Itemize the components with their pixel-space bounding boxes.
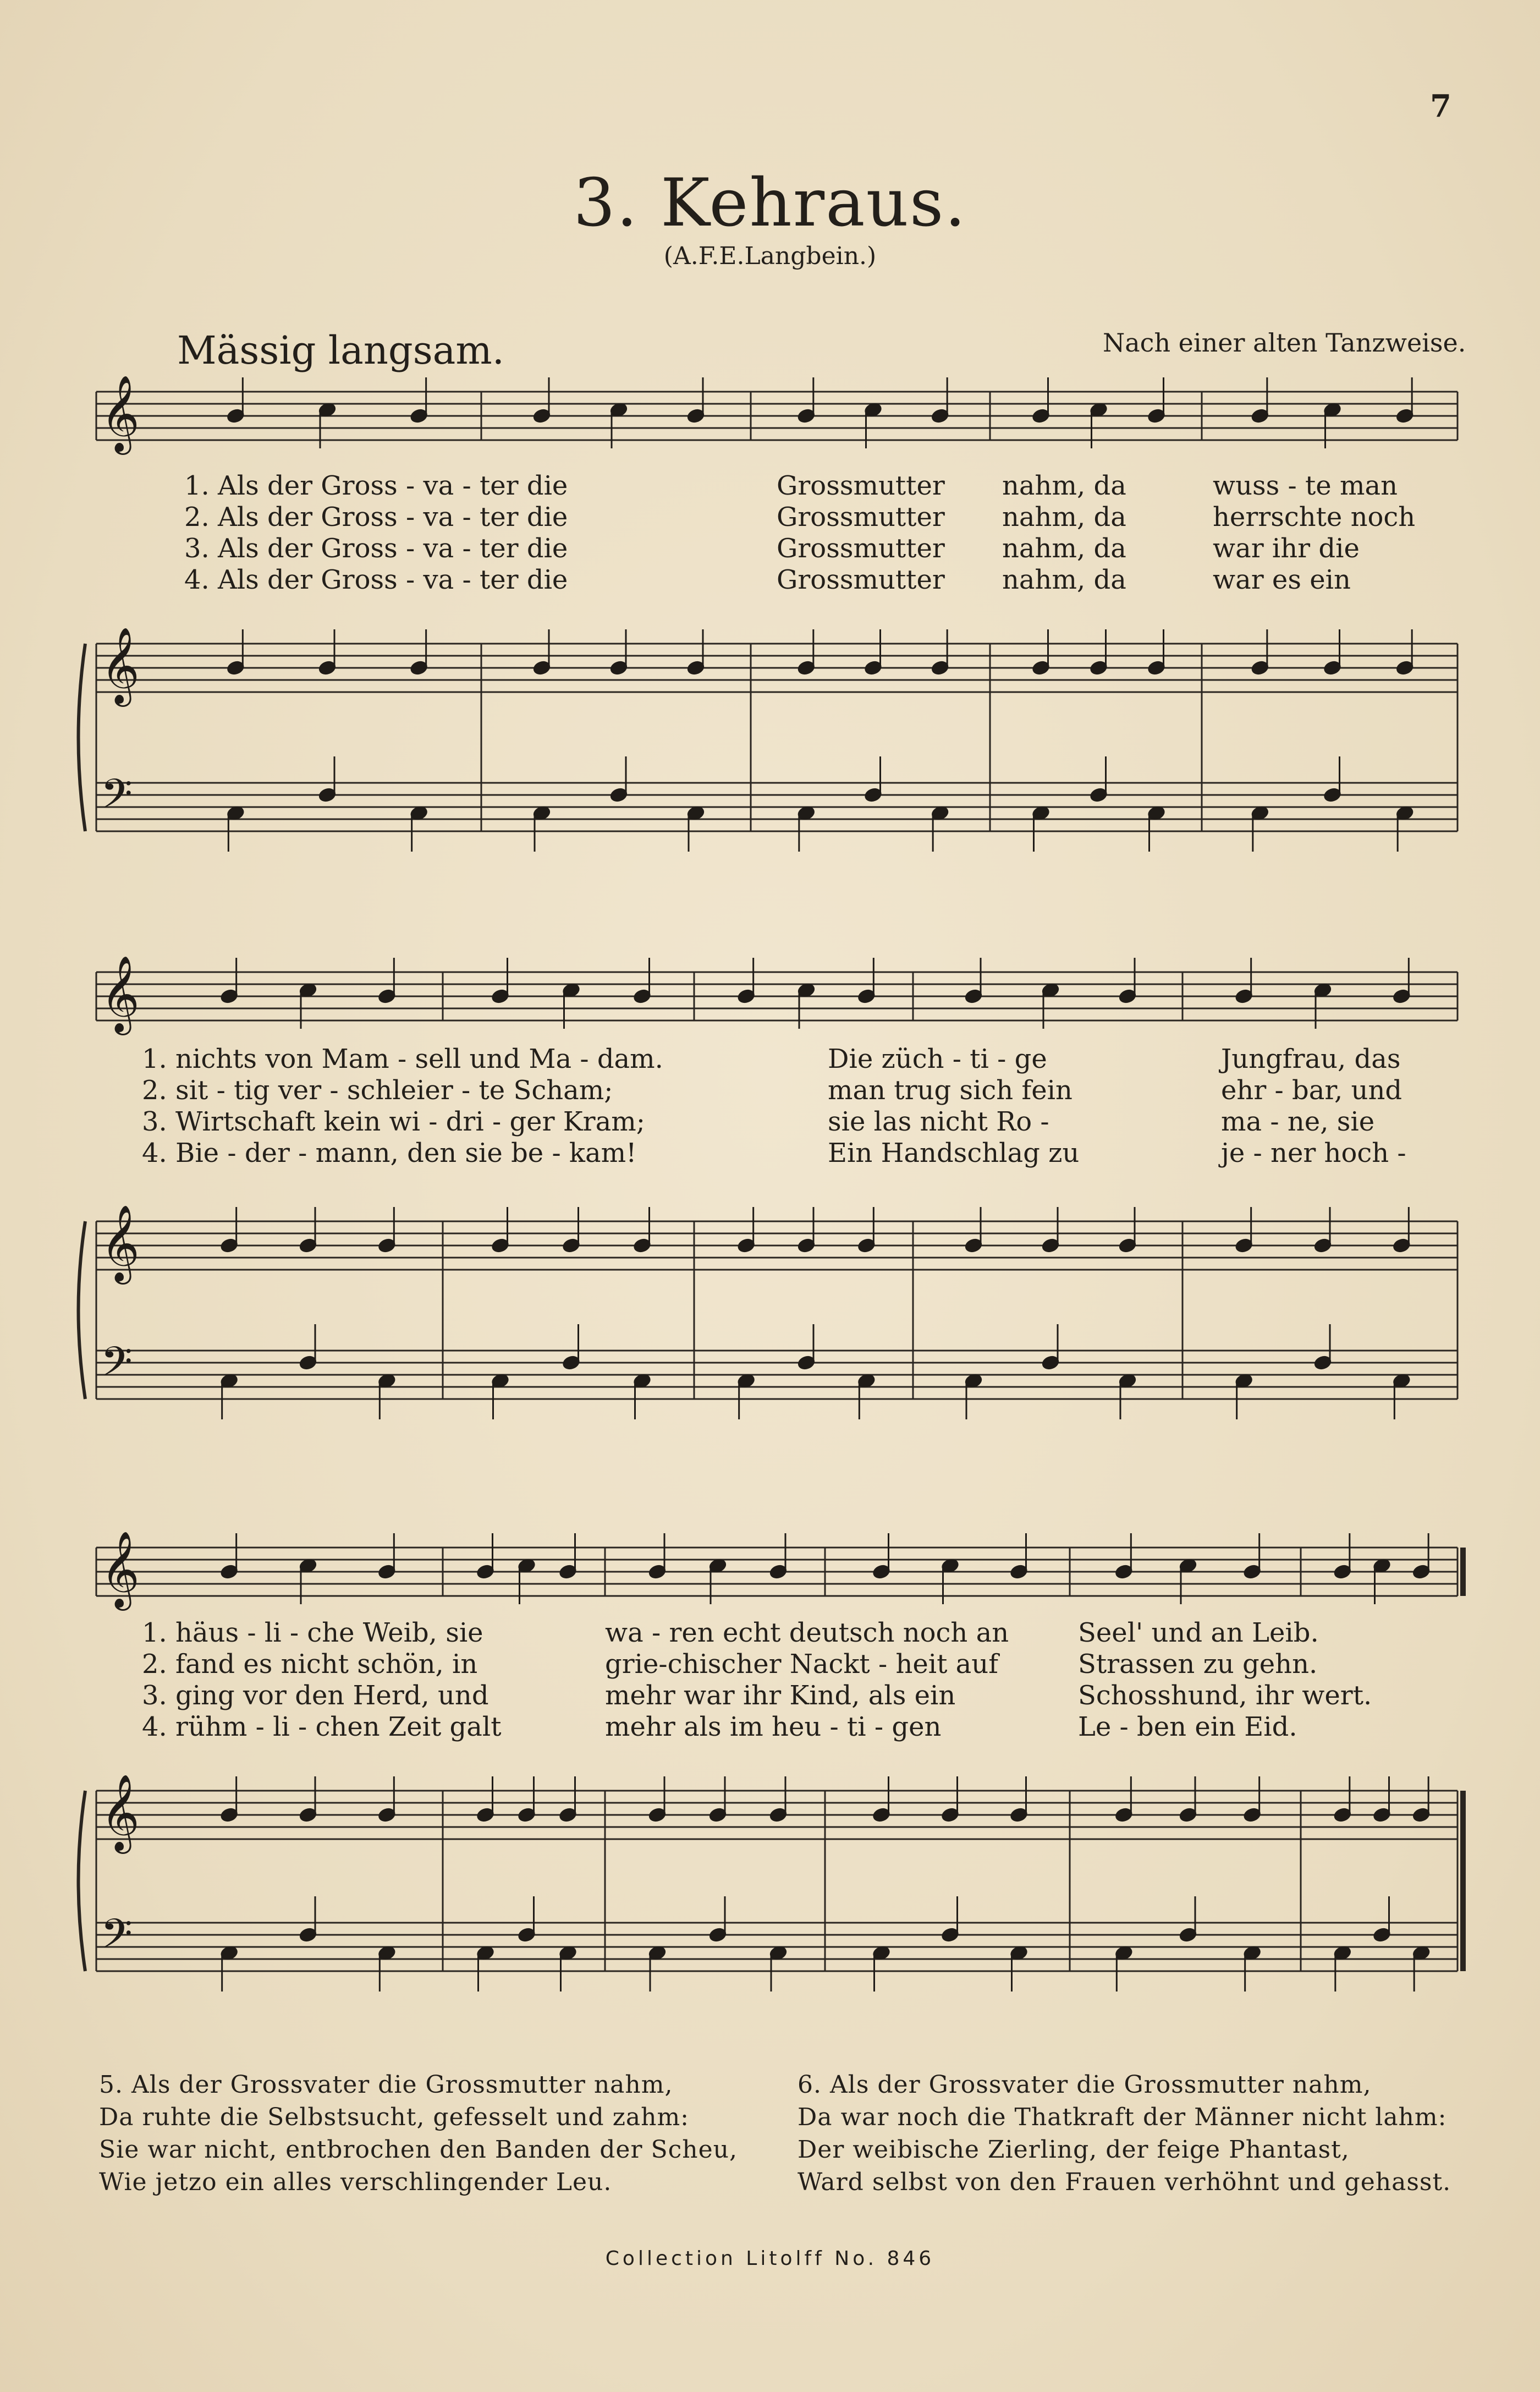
- note: [708, 1557, 728, 1604]
- note: [532, 377, 552, 424]
- note: [856, 1207, 876, 1254]
- note: [1323, 402, 1343, 448]
- note: [1118, 958, 1137, 1005]
- song-title: 3. Kehraus.: [573, 165, 967, 242]
- note: [317, 629, 337, 676]
- bass-clef-icon: 𝄢: [101, 1910, 133, 1968]
- note: [941, 1557, 960, 1604]
- note: [491, 1373, 510, 1419]
- note: [1333, 1945, 1352, 1991]
- note: [298, 1324, 318, 1371]
- note: [1178, 1896, 1198, 1943]
- note: [708, 1776, 728, 1823]
- note: [377, 1776, 397, 1823]
- note: [298, 982, 318, 1029]
- melody-source-note: Nach einer alten Tanzweise.: [1103, 328, 1466, 358]
- note: [1242, 1533, 1262, 1580]
- note: [796, 805, 816, 852]
- note: [226, 377, 245, 424]
- note: [1333, 1776, 1352, 1823]
- note: [647, 1945, 667, 1991]
- note: [941, 1776, 960, 1823]
- note: [768, 1945, 788, 1991]
- note: [1147, 377, 1167, 424]
- note: [1313, 1324, 1333, 1371]
- note: [532, 805, 552, 852]
- note: [517, 1557, 537, 1604]
- note: [856, 958, 876, 1005]
- note: [1089, 756, 1109, 803]
- note: [517, 1776, 537, 1823]
- note: [1395, 629, 1415, 676]
- note: [1323, 756, 1343, 803]
- note: [298, 1557, 318, 1604]
- note: [1250, 805, 1270, 852]
- note: [517, 1896, 537, 1943]
- note: [768, 1533, 788, 1580]
- lyricist-credit: (A.F.E.Langbein.): [663, 242, 877, 270]
- note: [1395, 377, 1415, 424]
- note: [632, 958, 652, 1005]
- note: [1041, 1207, 1060, 1254]
- note: [1147, 805, 1167, 852]
- note: [491, 1207, 510, 1254]
- note: [476, 1945, 496, 1991]
- system3-lyrics-col3: Seel' und an Leib. Strassen zu gehn. Schosshund, ihr wert. Le - ben ein Eid.: [1078, 1617, 1372, 1742]
- treble-clef-icon: 𝄞: [101, 1205, 140, 1281]
- note: [1313, 982, 1333, 1029]
- note: [686, 629, 706, 676]
- note: [1411, 1776, 1431, 1823]
- note: [409, 629, 429, 676]
- note: [1372, 1896, 1392, 1943]
- note: [872, 1945, 892, 1991]
- note: [796, 982, 816, 1029]
- note: [409, 805, 429, 852]
- note: [1041, 1324, 1060, 1371]
- note: [1242, 1945, 1262, 1991]
- note: [941, 1896, 960, 1943]
- note: [796, 1324, 816, 1371]
- note: [872, 1776, 892, 1823]
- note: [872, 1533, 892, 1580]
- note: [562, 1207, 581, 1254]
- note: [491, 958, 510, 1005]
- note: [609, 629, 629, 676]
- note: [409, 377, 429, 424]
- treble-clef-icon: 𝄞: [101, 1774, 140, 1851]
- note: [796, 629, 816, 676]
- note: [226, 805, 245, 852]
- note: [226, 629, 245, 676]
- note: [1323, 629, 1343, 676]
- note: [930, 377, 950, 424]
- bass-clef-icon: 𝄢: [101, 1338, 133, 1396]
- note: [708, 1896, 728, 1943]
- note: [686, 377, 706, 424]
- system3-lyrics-col1: 1. häus - li - che Weib, sie 2. fand es nicht schön, in 3. ging vor den Herd, und 4. rühm - li - chen Zeit galt: [142, 1617, 502, 1742]
- note: [219, 958, 239, 1005]
- piano-left-staff-2: [96, 1351, 1458, 1399]
- note: [219, 1945, 239, 1991]
- note: [558, 1945, 578, 1991]
- note: [1242, 1776, 1262, 1823]
- note: [1118, 1373, 1137, 1419]
- note: [317, 756, 337, 803]
- note: [1009, 1945, 1029, 1991]
- note: [1009, 1533, 1029, 1580]
- note: [930, 629, 950, 676]
- page-number: 7: [1430, 88, 1451, 124]
- note: [562, 1324, 581, 1371]
- note: [864, 756, 883, 803]
- note: [1089, 629, 1109, 676]
- note: [219, 1207, 239, 1254]
- note: [1395, 805, 1415, 852]
- note: [1114, 1776, 1134, 1823]
- note: [1234, 1373, 1254, 1419]
- note: [1114, 1533, 1134, 1580]
- stanza-5: 5. Als der Grossvater die Grossmutter nahm, Da ruhte die Selbstsucht, gefesselt und zahm: Sie war nicht, entbrochen den Banden der Scheu, Wie jetzo ein alles verschlingender Leu.: [99, 2071, 738, 2196]
- system2-lyrics-col3: Jungfrau, das ehr - bar, und ma - ne, sie je - ner hoch -: [1221, 1044, 1406, 1168]
- note: [558, 1776, 578, 1823]
- note: [1089, 402, 1109, 448]
- note: [219, 1776, 239, 1823]
- note: [736, 958, 756, 1005]
- note: [647, 1776, 667, 1823]
- note: [476, 1533, 496, 1580]
- note: [686, 805, 706, 852]
- note: [298, 1896, 318, 1943]
- bass-clef-icon: 𝄢: [101, 770, 133, 828]
- brace: [79, 644, 86, 831]
- tempo-marking: Mässig langsam.: [177, 328, 504, 373]
- note: [864, 629, 883, 676]
- note: [1234, 1207, 1254, 1254]
- note: [736, 1207, 756, 1254]
- note: [377, 1207, 397, 1254]
- note: [768, 1776, 788, 1823]
- note: [632, 1373, 652, 1419]
- note: [558, 1533, 578, 1580]
- note: [1313, 1207, 1333, 1254]
- note: [1031, 805, 1051, 852]
- note: [964, 1207, 983, 1254]
- note: [796, 1207, 816, 1254]
- note: [609, 756, 629, 803]
- note: [377, 958, 397, 1005]
- note: [1392, 958, 1411, 1005]
- note: [532, 629, 552, 676]
- system1-lyrics-col4: wuss - te man herrschte noch war ihr die war es ein: [1213, 470, 1416, 595]
- note: [632, 1207, 652, 1254]
- note: [930, 805, 950, 852]
- note: [1392, 1207, 1411, 1254]
- note: [1031, 629, 1051, 676]
- note: [377, 1373, 397, 1419]
- note: [298, 1207, 318, 1254]
- note: [1392, 1373, 1411, 1419]
- note: [736, 1373, 756, 1419]
- note: [377, 1533, 397, 1580]
- note: [1333, 1533, 1352, 1580]
- system1-lyrics-col3: nahm, da nahm, da nahm, da nahm, da: [1002, 470, 1126, 595]
- stanza-6: 6. Als der Grossvater die Grossmutter nahm, Da war noch die Thatkraft der Männer nicht lahm: Der weibische Zierling, der feige Phantast, Ward selbst von den Frauen verhöhnt und gehasst.: [798, 2071, 1451, 2196]
- note: [1234, 958, 1254, 1005]
- note: [1147, 629, 1167, 676]
- note: [1372, 1776, 1392, 1823]
- note: [1250, 629, 1270, 676]
- note: [1031, 377, 1051, 424]
- note: [562, 982, 581, 1029]
- note: [219, 1533, 239, 1580]
- note: [964, 1373, 983, 1419]
- note: [1114, 1945, 1134, 1991]
- note: [796, 377, 816, 424]
- treble-clef-icon: 𝄞: [101, 375, 140, 452]
- treble-clef-icon: 𝄞: [101, 627, 140, 704]
- system1-lyrics-col1: 1. Als der Gross - va - ter die 2. Als der Gross - va - ter die 3. Als der Gross - va - ter die 4. Als der Gross - va - ter die: [184, 470, 568, 595]
- treble-clef-icon: 𝄞: [101, 956, 140, 1032]
- brace: [79, 1791, 86, 1971]
- note: [1372, 1557, 1392, 1604]
- note: [856, 1373, 876, 1419]
- treble-clef-icon: 𝄞: [101, 1531, 140, 1608]
- note: [1118, 1207, 1137, 1254]
- note: [1009, 1776, 1029, 1823]
- note: [377, 1945, 397, 1991]
- note: [317, 402, 337, 448]
- note: [864, 402, 883, 448]
- note: [1041, 982, 1060, 1029]
- brace: [79, 1221, 86, 1399]
- note: [1178, 1776, 1198, 1823]
- system2-lyrics-col2: Die züch - ti - ge man trug sich fein sie las nicht Ro - Ein Handschlag zu: [828, 1044, 1080, 1168]
- note: [219, 1373, 239, 1419]
- note: [647, 1533, 667, 1580]
- note: [609, 402, 629, 448]
- note: [1411, 1533, 1431, 1580]
- system1-lyrics-col2: Grossmutter Grossmutter Grossmutter Grossmutter: [777, 470, 945, 595]
- system2-lyrics-col1: 1. nichts von Mam - sell und Ma - dam. 2. sit - tig ver - schleier - te Scham; 3. Wirtschaft kein wi - dri - ger Kram; 4. Bie - der - mann, den sie be - kam!: [142, 1044, 663, 1168]
- note: [298, 1776, 318, 1823]
- system3-lyrics-col2: wa - ren echt deutsch noch an grie-chischer Nackt - heit auf mehr war ihr Kind, als ein mehr als im heu - ti - gen: [605, 1617, 1009, 1742]
- publisher-footer: Collection Litolff No. 846: [605, 2247, 935, 2270]
- note: [1411, 1945, 1431, 1991]
- note: [476, 1776, 496, 1823]
- note: [1250, 377, 1270, 424]
- note: [1178, 1557, 1198, 1604]
- note: [964, 958, 983, 1005]
